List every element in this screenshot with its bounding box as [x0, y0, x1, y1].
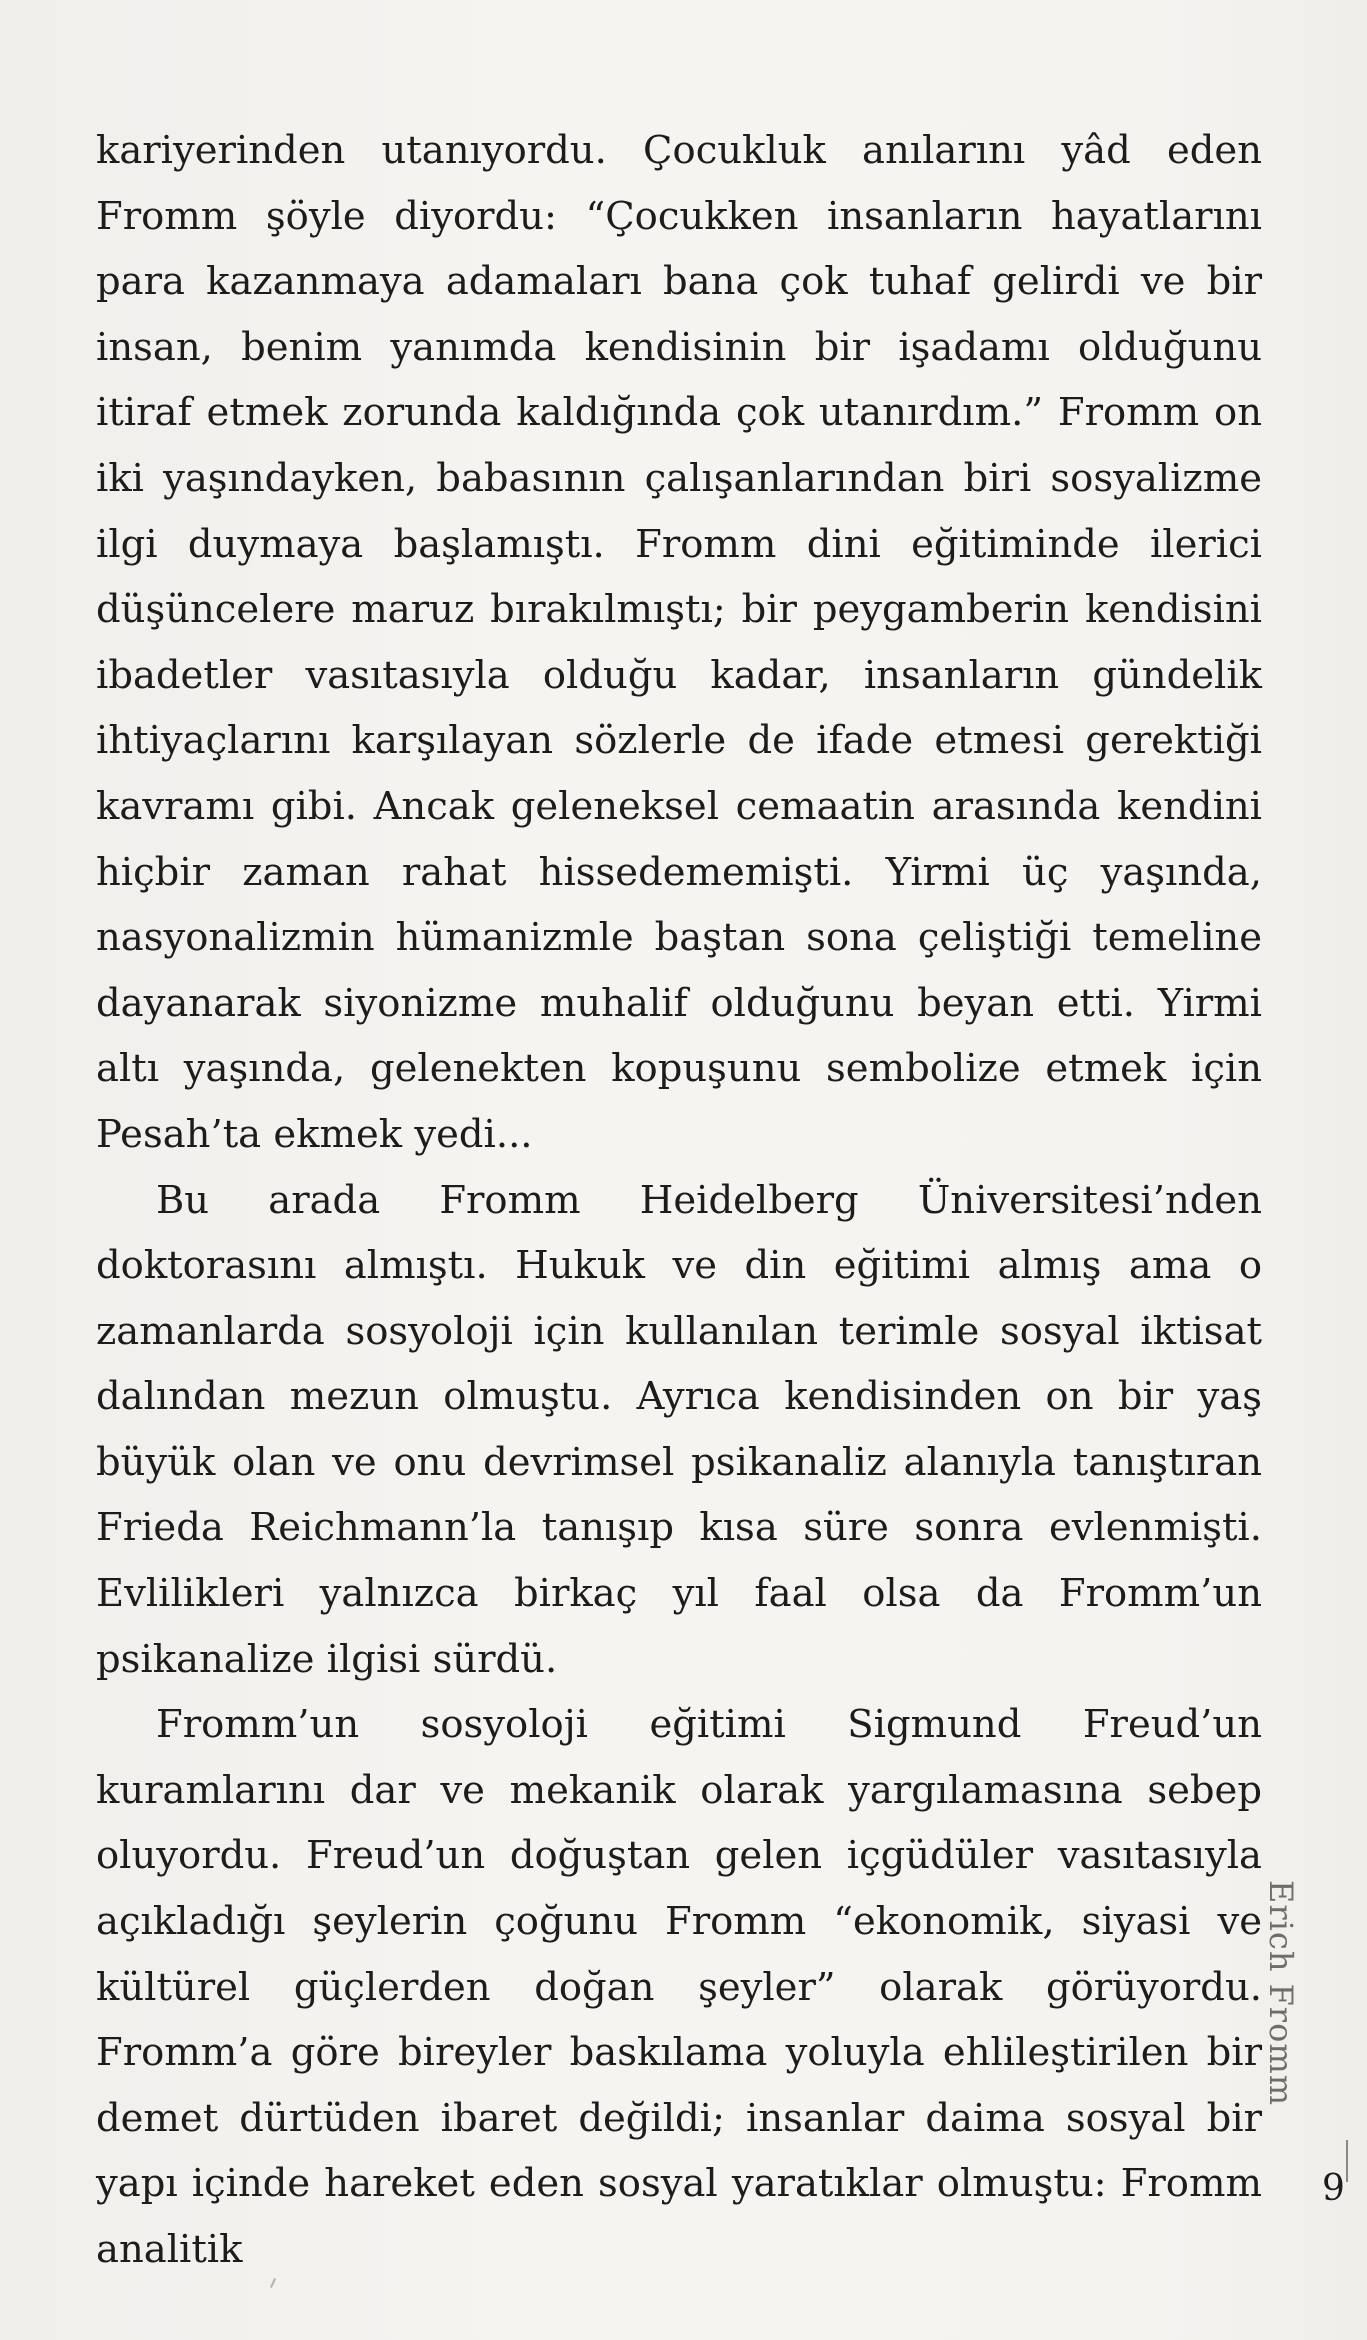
paragraph-1: kariyerinden utanıyordu. Çocukluk anılarını yâd eden Fromm şöyle diyordu: “Çocukken insanların hayatlarını para kazanmaya adamaları bana çok tuhaf gelirdi ve bir insan, benim yanımda kendisinin bir işadamı olduğunu itiraf etmek zorunda kaldığında çok utanırdım.” Fromm on iki yaşındayken, babasının çalışanlarından biri sosyalizme ilgi duymaya başlamıştı. Fromm dini eğitiminde ilerici düşüncelere maruz bırakılmıştı; bir peygamberin kendisini ibadetler vasıtasıyla olduğu kadar, insanların gündelik ihtiyaçlarını karşılayan sözlerle de ifade etmesi gerektiği kavramı gibi. Ancak geleneksel cemaatin arasında kendini hiçbir zaman rahat hissedememişti. Yirmi üç yaşında, nasyonalizmin hümanizmle baştan sona çeliştiği temeline dayanarak siyonizme muhalif olduğunu beyan etti. Yirmi altı yaşında, gelenekten kopuşunu sembolize etmek için Pesah’ta ekmek yedi... [96, 128, 1262, 1157]
running-head: Erich Fromm [1262, 1880, 1300, 2107]
body-text [96, 118, 1262, 2283]
page-number: 9 [1322, 2168, 1345, 2209]
paragraph-3: Fromm’un sosyoloji eğitimi Sigmund Freud’un kuramlarını dar ve mekanik olarak yargılamasına sebep oluyordu. Freud’un doğuştan gelen içgüdüler vasıtasıyla açıkladığı şeylerin çoğunu Fromm “ekonomik, siyasi ve kültürel güçlerden doğan şeyler” olarak görüyordu. Fromm’a göre bireyler baskılama yoluyla ehlileştirilen bir demet dürtüden ibaret değildi; insanlar daima sosyal bir yapı içinde hareket eden sosyal yaratıklar olmuştu: Fromm analitik [96, 1702, 1262, 2272]
paragraph-2: Bu arada Fromm Heidelberg Üniversitesi’nden doktorasını almıştı. Hukuk ve din eğitimi almış ama o zamanlarda sosyoloji için kullanılan terimle sosyal iktisat dalından mezun olmuştu. Ayrıca kendisinden on bir yaş büyük olan ve onu devrimsel psikanaliz alanıyla tanıştıran Frieda Reichmann’la tanışıp kısa süre sonra evlenmişti. Evlilikleri yalnızca birkaç yıl faal olsa da Fromm’un psikanalize ilgisi sürdü. [96, 1177, 1262, 1682]
running-head-divider [1346, 2140, 1348, 2182]
